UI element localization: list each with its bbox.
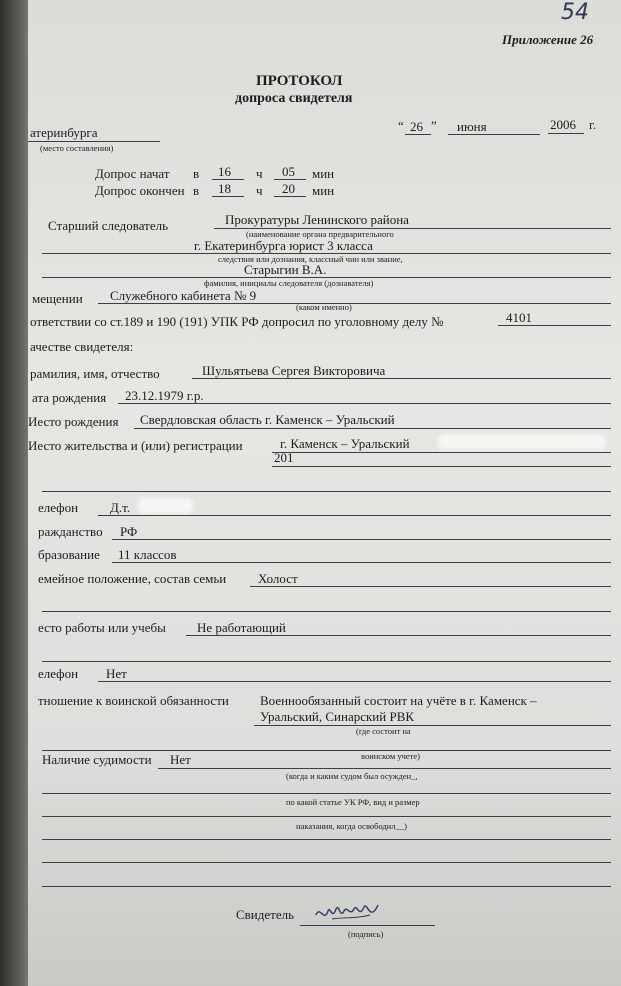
end-hour: 18 xyxy=(218,181,231,196)
as-witness: ачестве свидетеля: xyxy=(30,339,134,354)
start-hour: 16 xyxy=(218,164,231,179)
start-label: Допрос начат xyxy=(95,166,170,181)
place-value: атеринбурга xyxy=(30,125,98,140)
end-minute: 20 xyxy=(282,181,295,196)
case-text: ответствии со ст.189 и 190 (191) УПК РФ допросил по уголовному делу № xyxy=(30,314,444,329)
criminal-label: Наличие судимости xyxy=(42,752,152,767)
investigator-name: Старыгин В.А. xyxy=(244,262,327,277)
place-caption: (место составления) xyxy=(40,143,114,153)
education-value: 11 классов xyxy=(118,547,177,562)
signature-mark xyxy=(312,897,382,931)
phone-label: елефон xyxy=(38,500,79,515)
military-label: тношение к воинской обязанности xyxy=(38,693,229,708)
end-label: Допрос окончен xyxy=(95,183,185,198)
criminal-value: Нет xyxy=(170,752,191,767)
birth-place-label: Иесто рождения xyxy=(28,414,119,429)
page-number: 54 xyxy=(561,0,589,25)
work-phone-value: Нет xyxy=(106,666,127,681)
signature-caption: (подпись) xyxy=(348,929,384,939)
birth-date-value: 23.12.1979 г.р. xyxy=(125,388,204,403)
education-label: бразование xyxy=(38,547,100,562)
document-title: ПРОТОКОЛ xyxy=(256,73,343,89)
phone-value: Д.т. xyxy=(110,500,131,515)
room-label: мещении xyxy=(32,291,83,306)
citizenship-value: РФ xyxy=(120,524,138,539)
residence-value-2: 201 xyxy=(274,450,294,465)
work-value: Не работающий xyxy=(197,620,286,635)
family-label: емейное положение, состав семьи xyxy=(38,571,227,586)
room-value: Служебного кабинета № 9 xyxy=(110,288,257,303)
citizenship-label: ражданство xyxy=(38,524,103,539)
start-minute: 05 xyxy=(282,164,295,179)
investigator-line2: г. Екатеринбурга юрист 3 класса xyxy=(194,238,373,253)
family-value: Холост xyxy=(258,571,298,586)
name-value: Шульятьева Сергея Викторовича xyxy=(202,363,386,378)
work-phone-label: елефон xyxy=(38,666,79,681)
birth-place-value: Свердловская область г. Каменск – Уральский xyxy=(140,412,395,427)
investigator-line1: Прокуратуры Ленинского района xyxy=(225,212,409,227)
name-label: рамилия, имя, отчество xyxy=(30,366,160,381)
investigator-label: Старший следователь xyxy=(48,218,169,233)
date-day: 26 xyxy=(410,119,423,134)
date-year: 2006 xyxy=(550,117,576,132)
date-month: июня xyxy=(457,119,487,134)
protocol-page: 54 Приложение 26 ПРОТОКОЛ допроса свидетеля атеринбурга (место составления) “ 26 ” июня 2006 г. Допрос начат в 16 ч 05 мин Допрос окончен в 18 ч 20 мин Старший следователь Прокуратуры Ленинского района (наименование органа предварительного г. Екатеринбурга юрист 3 класса следствия или дознания, классный чин или звание, Старыгин В.А. фамилия, инициалы следователя (дознавателя) мещении Служебного кабинета № 9 (каком именно) ответствии со ст.189 и 190 (191) УПК РФ допросил по уголовному делу № 4101 ачестве свидетеля: рамилия, имя, отчество Шульятьева Сергея Викторовича ата рождения 23.12.1979 г.р. Иесто рождения Свердловская область г. Каменск – Уральский Иесто жительства и (или) регистрации г. Каменск – Уральский 201 елефон Д.т. ражданство РФ бразование 11 классов емейное положение, состав семьи Холост есто работы или учебы Не работающий елефон Нет тношение к воинской обязанности Военнообязанный состоит на учёте в г. Каменск – Уральский, Синарский РВК (где состоит на воинском учете) Наличие судимости Нет (когда и каким судом был осужден_, по какой статье УК РФ, вид и размер наказания, когда освободил__) Свидетель (подпись) xyxy=(28,0,621,986)
residence-label: Иесто жительства и (или) регистрации xyxy=(28,438,243,453)
work-label: есто работы или учебы xyxy=(38,620,166,635)
signature-label: Свидетель xyxy=(236,907,295,922)
military-value-2: Уральский, Синарский РВК xyxy=(260,709,415,724)
redaction xyxy=(138,498,193,514)
birth-date-label: ата рождения xyxy=(32,390,107,405)
case-number: 4101 xyxy=(506,310,532,325)
military-value-1: Военнообязанный состоит на учёте в г. Каменск – xyxy=(260,693,537,708)
redaction xyxy=(438,434,606,450)
appendix-label: Приложение 26 xyxy=(502,32,594,47)
document-subtitle: допроса свидетеля xyxy=(235,91,353,106)
residence-value: г. Каменск – Уральский xyxy=(280,436,410,451)
